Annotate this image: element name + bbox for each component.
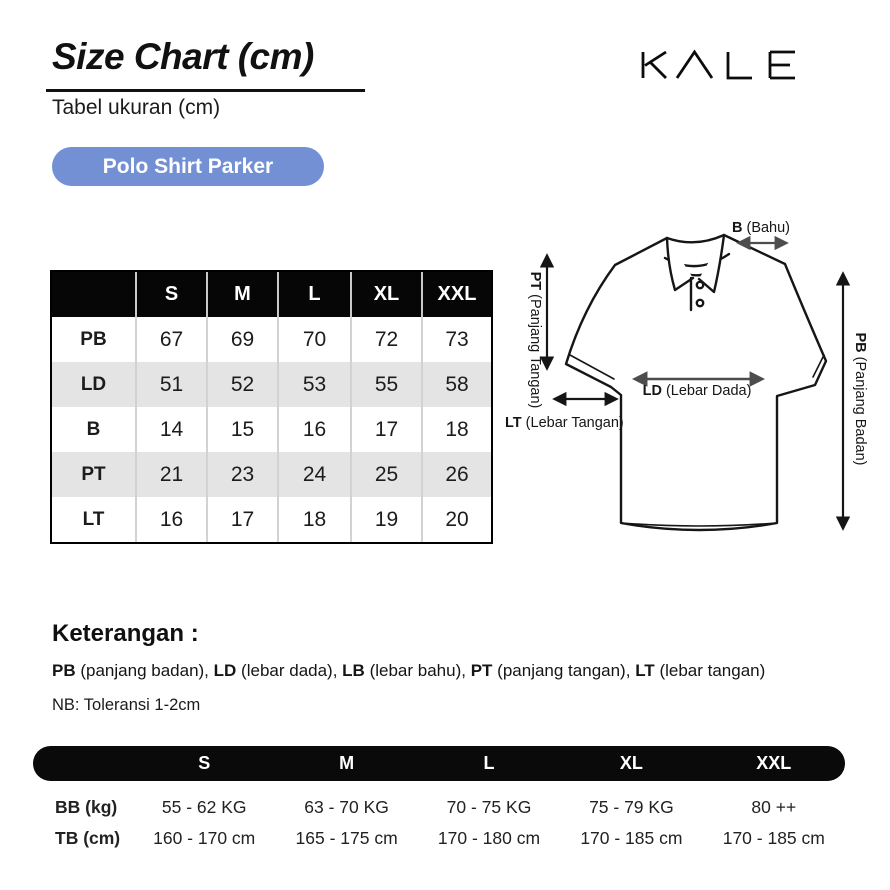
- size-cell: 52: [206, 362, 277, 407]
- row-label: PB: [80, 328, 107, 350]
- size-col-header: S: [135, 272, 206, 317]
- fit-table: [33, 746, 845, 854]
- panjang-badan-label: PB (Panjang Badan): [852, 332, 868, 466]
- fit-cell: 170 - 185 cm: [722, 828, 825, 848]
- size-cell: 25: [350, 452, 421, 497]
- size-cell: 16: [135, 497, 206, 542]
- size-col-header: L: [277, 272, 350, 317]
- brand-logo-letters: [643, 52, 795, 78]
- fit-cell: 160 - 170 cm: [153, 828, 256, 848]
- fit-col-header: XL: [619, 753, 643, 773]
- brand-logo: [638, 48, 798, 82]
- size-cell: 14: [135, 407, 206, 452]
- legend-line: PB (panjang badan), LD (lebar dada), LB (lebar bahu), PT (panjang tangan), LT (lebar tangan): [52, 661, 766, 680]
- size-cell: 58: [421, 362, 491, 407]
- fit-cell: 170 - 185 cm: [580, 828, 683, 848]
- size-col-header: XL: [350, 272, 421, 317]
- size-cell: 73: [421, 317, 491, 362]
- row-label: LT: [82, 508, 105, 530]
- size-cell: 24: [277, 452, 350, 497]
- table-row: [52, 362, 491, 407]
- size-cell: 16: [277, 407, 350, 452]
- bahu-label: B (Bahu): [731, 220, 791, 236]
- size-cell: 21: [135, 452, 206, 497]
- polo-shirt-diagram: [498, 196, 888, 590]
- size-cell: 15: [206, 407, 277, 452]
- table-row: [52, 497, 491, 542]
- legend-section: [52, 620, 842, 715]
- size-col-header: XXL: [421, 272, 491, 317]
- size-cell: 20: [421, 497, 491, 542]
- fit-cell: 80 ++: [751, 797, 797, 817]
- fit-cell: 165 - 175 cm: [295, 828, 398, 848]
- size-cell: 18: [277, 497, 350, 542]
- lebar-tangan-label: LT (Lebar Tangan): [505, 415, 624, 431]
- row-label: PT: [81, 463, 106, 485]
- fit-col-header: XXL: [756, 753, 792, 773]
- fit-col-header: L: [483, 753, 495, 773]
- table-row: [52, 452, 491, 497]
- size-cell: 55: [350, 362, 421, 407]
- product-badge: Polo Shirt Parker: [52, 147, 324, 186]
- size-cell: 23: [206, 452, 277, 497]
- size-table-header-row: [52, 272, 491, 317]
- row-label: B: [86, 418, 101, 440]
- size-cell: 18: [421, 407, 491, 452]
- size-table-corner-cell: [52, 272, 135, 317]
- size-cell: 69: [206, 317, 277, 362]
- lebar-dada-label: LD (Lebar Dada): [642, 383, 752, 399]
- table-row: [52, 407, 491, 452]
- size-col-header: M: [206, 272, 277, 317]
- fit-cell: 75 - 79 KG: [589, 797, 674, 817]
- fit-cell: 63 - 70 KG: [304, 797, 389, 817]
- size-cell: 17: [350, 407, 421, 452]
- legend-heading: Keterangan :: [52, 620, 199, 647]
- size-cell: 70: [277, 317, 350, 362]
- fit-cell: 170 - 180 cm: [437, 828, 541, 848]
- size-table: [50, 270, 493, 544]
- size-cell: 72: [350, 317, 421, 362]
- page-subtitle: Tabel ukuran (cm): [52, 96, 221, 119]
- table-row: [52, 317, 491, 362]
- row-label: BB (kg): [55, 797, 118, 817]
- fit-col-header: M: [339, 753, 355, 773]
- row-label: TB (cm): [55, 828, 121, 848]
- table-row: [33, 792, 845, 823]
- tolerance-note: NB: Toleransi 1-2cm: [52, 696, 201, 714]
- fit-cell: 70 - 75 KG: [446, 797, 532, 817]
- fit-table-header-row: [33, 746, 845, 781]
- size-cell: 67: [135, 317, 206, 362]
- size-cell: 51: [135, 362, 206, 407]
- title-underline: [46, 89, 365, 92]
- fit-cell: 55 - 62 KG: [161, 797, 247, 817]
- table-row: [33, 823, 845, 854]
- row-label: LD: [80, 373, 107, 395]
- size-cell: 17: [206, 497, 277, 542]
- size-cell: 53: [277, 362, 350, 407]
- size-cell: 26: [421, 452, 491, 497]
- panjang-tangan-label: PT (Panjang Tangan): [527, 271, 543, 409]
- fit-col-header: S: [198, 753, 211, 773]
- page-title: Size Chart (cm): [52, 36, 314, 77]
- size-cell: 19: [350, 497, 421, 542]
